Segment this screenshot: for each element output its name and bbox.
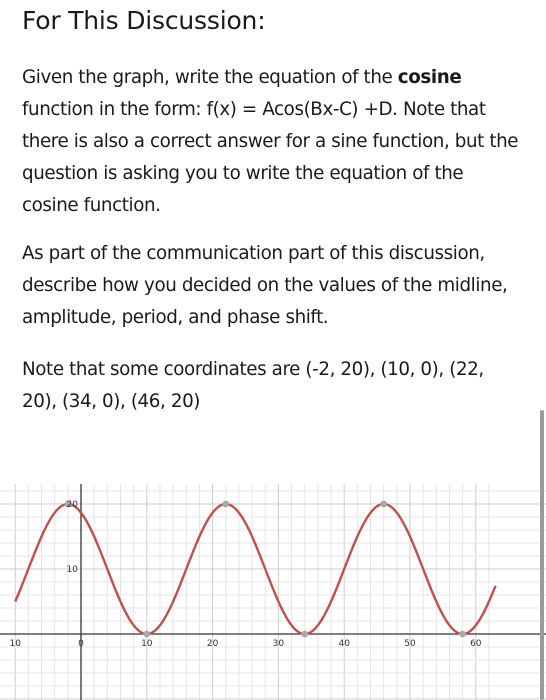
y-tick-label: 10 [66, 565, 78, 575]
x-tick-label: 10 [9, 639, 21, 649]
graph-point [380, 501, 387, 508]
coordinates-paragraph: Note that some coordinates are (-2, 20), (10, 0), (22, 20), (34, 0), (46, 20) [22, 359, 484, 412]
x-tick-label: 50 [404, 639, 416, 649]
graph-point [301, 631, 308, 638]
x-tick-label: 60 [470, 639, 482, 649]
cosine-graph [0, 484, 546, 700]
instructions-paragraph [22, 62, 522, 222]
graph-point [459, 631, 466, 638]
graph-point [143, 631, 150, 638]
x-tick-label: 10 [141, 639, 153, 649]
instructions-text-start: Given the graph, write the equation of the [22, 67, 398, 88]
x-tick-label: 40 [338, 639, 350, 649]
instructions-text-end: function in the form: f(x) = Acos(Bx-C) +D. Note that there is also a correct answer for a sine function, but the question is asking you to write the equation of the cosine function. [22, 99, 519, 216]
communication-paragraph: As part of the communication part of this discussion, describe how you decided on the values of the midline, amplitude, period, and phase shift. [22, 243, 508, 328]
x-tick-label: 30 [272, 639, 285, 649]
instructions-bold-word: cosine [397, 67, 462, 88]
x-tick-label: 20 [206, 639, 219, 649]
x-tick-label: 0 [78, 639, 84, 649]
page-scrollbar[interactable] [540, 410, 544, 700]
grid-lines [0, 484, 546, 700]
axes [0, 484, 546, 700]
cosine-graph-svg [0, 484, 546, 700]
graph-point [222, 501, 229, 508]
y-tick-label: 20 [66, 500, 78, 510]
page-title: For This Discussion: [22, 6, 266, 35]
